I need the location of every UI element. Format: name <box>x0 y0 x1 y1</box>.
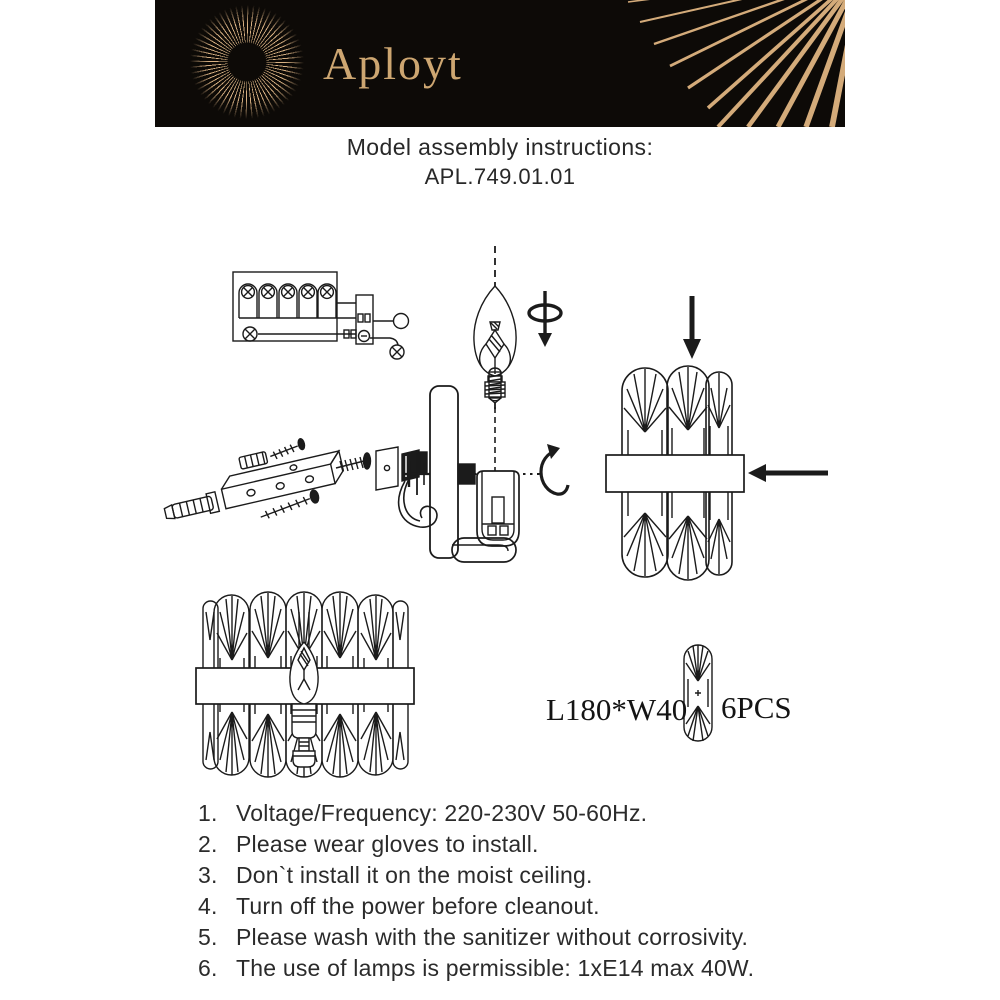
instruction-text: Please wash with the sanitizer without corrosivity. <box>236 924 749 950</box>
instruction-item-3 <box>198 860 878 891</box>
rotate-arrow-icon <box>541 444 568 494</box>
model-number: APL.749.01.01 <box>424 164 576 189</box>
instruction-list <box>198 798 878 984</box>
instruction-text: Please wear gloves to install. <box>236 831 539 857</box>
instruction-text: Don`t install it on the moist ceiling. <box>236 862 593 888</box>
instruction-item-4 <box>198 891 878 922</box>
instruction-item-1 <box>198 798 878 829</box>
brand-name: Aployt <box>323 38 463 89</box>
down-arrow-icon <box>683 296 701 359</box>
instruction-number: 2. <box>198 831 218 857</box>
instruction-item-5 <box>198 922 878 953</box>
shade-front-view <box>196 592 414 777</box>
instruction-text: Turn off the power before cleanout. <box>236 893 600 919</box>
instruction-item-6 <box>198 953 878 984</box>
instruction-number: 6. <box>198 955 218 981</box>
instruction-number: 5. <box>198 924 218 950</box>
instruction-text: The use of lamps is permissible: 1xE14 max 40W. <box>236 955 755 981</box>
wiring-diagram <box>233 272 409 359</box>
bracket-step <box>156 431 437 541</box>
rotate-arrow-icon <box>529 291 561 347</box>
left-arrow-icon <box>748 464 828 482</box>
instruction-number: 4. <box>198 893 218 919</box>
crystal-piece <box>684 645 712 741</box>
instruction-item-2 <box>198 829 878 860</box>
bulb-install-step <box>474 246 561 410</box>
page-title: Model assembly instructions: <box>346 134 654 160</box>
crystal-dimension-label: L180*W40 <box>546 692 688 727</box>
shade-side-view <box>606 296 828 580</box>
instruction-text: Voltage/Frequency: 220-230V 50-60Hz. <box>236 800 648 826</box>
instruction-number: 3. <box>198 862 218 888</box>
crystal-quantity-label: 6PCS <box>721 690 792 725</box>
instruction-number: 1. <box>198 800 218 826</box>
